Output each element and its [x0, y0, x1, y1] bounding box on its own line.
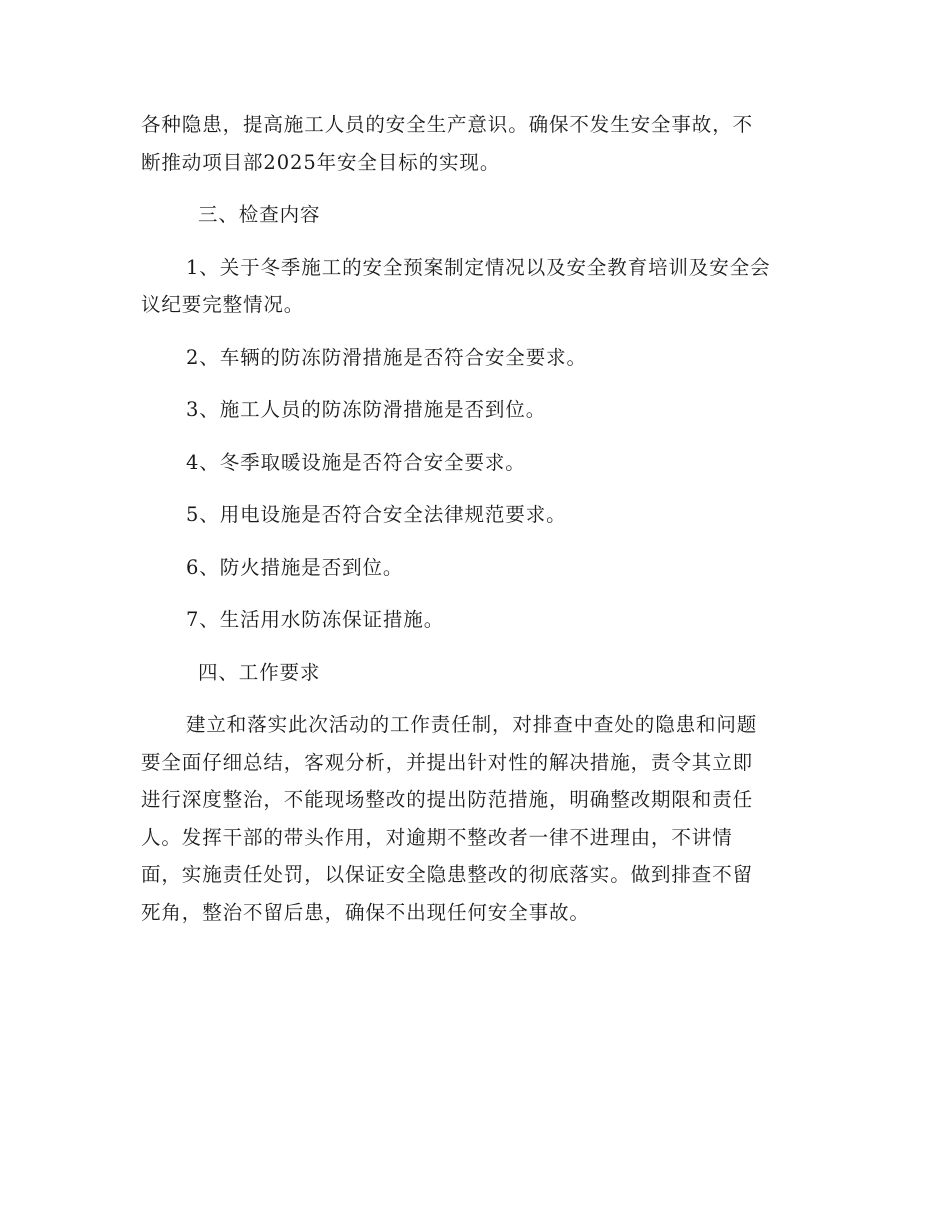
text-line: 面，实施责任处罚，以保证安全隐患整改的彻底落实。做到排查不留 [141, 863, 754, 886]
intro-paragraph [141, 106, 807, 181]
list-item [141, 249, 807, 324]
list-item [141, 391, 807, 429]
text-line: 人。发挥干部的带头作用，对逾期不整改者一律不进理由，不讲情 [141, 825, 733, 849]
text-line: 议纪要完整情况。 [141, 293, 305, 316]
text-line: 死角，整治不留后患，确保不出现任何安全事故。 [141, 900, 590, 924]
list-item [141, 496, 807, 534]
text-line: 7、生活用水防冻保证措施。 [186, 608, 445, 631]
text-line: 要全面仔细总结，客观分析，并提出针对性的解决措施，责令其立即 [141, 750, 754, 774]
section-heading-work-requirements: 四、工作要求 [198, 660, 321, 684]
list-item [141, 549, 807, 587]
text-line: 5、用电设施是否符合安全法律规范要求。 [186, 503, 567, 526]
text-line: 1、关于冬季施工的安全预案制定情况以及安全教育培训及安全会 [186, 255, 771, 279]
document-body [141, 106, 807, 931]
list-item [141, 339, 807, 377]
work-requirements-paragraph [141, 706, 807, 931]
text-line: 建立和落实此次活动的工作责任制，对排查中查处的隐患和问题 [186, 713, 758, 736]
text-line: 3、施工人员的防冻防滑措施是否到位。 [186, 398, 547, 421]
text-line: 2、车辆的防冻防滑措施是否符合安全要求。 [186, 345, 587, 369]
text-line: 各种隐患，提高施工人员的安全生产意识。确保不发生安全事故，不 [141, 113, 754, 136]
text-line: 4、冬季取暖设施是否符合安全要求。 [186, 450, 526, 474]
text-line: 断推动项目部2025年安全目标的实现。 [141, 150, 501, 174]
section-heading-inspection-content: 三、检查内容 [198, 203, 321, 226]
text-line: 进行深度整治，不能现场整改的提出防范措施，明确整改期限和责任 [141, 788, 754, 811]
list-item [141, 601, 807, 639]
list-item [141, 444, 807, 482]
text-line: 6、防火措施是否到位。 [186, 555, 404, 579]
